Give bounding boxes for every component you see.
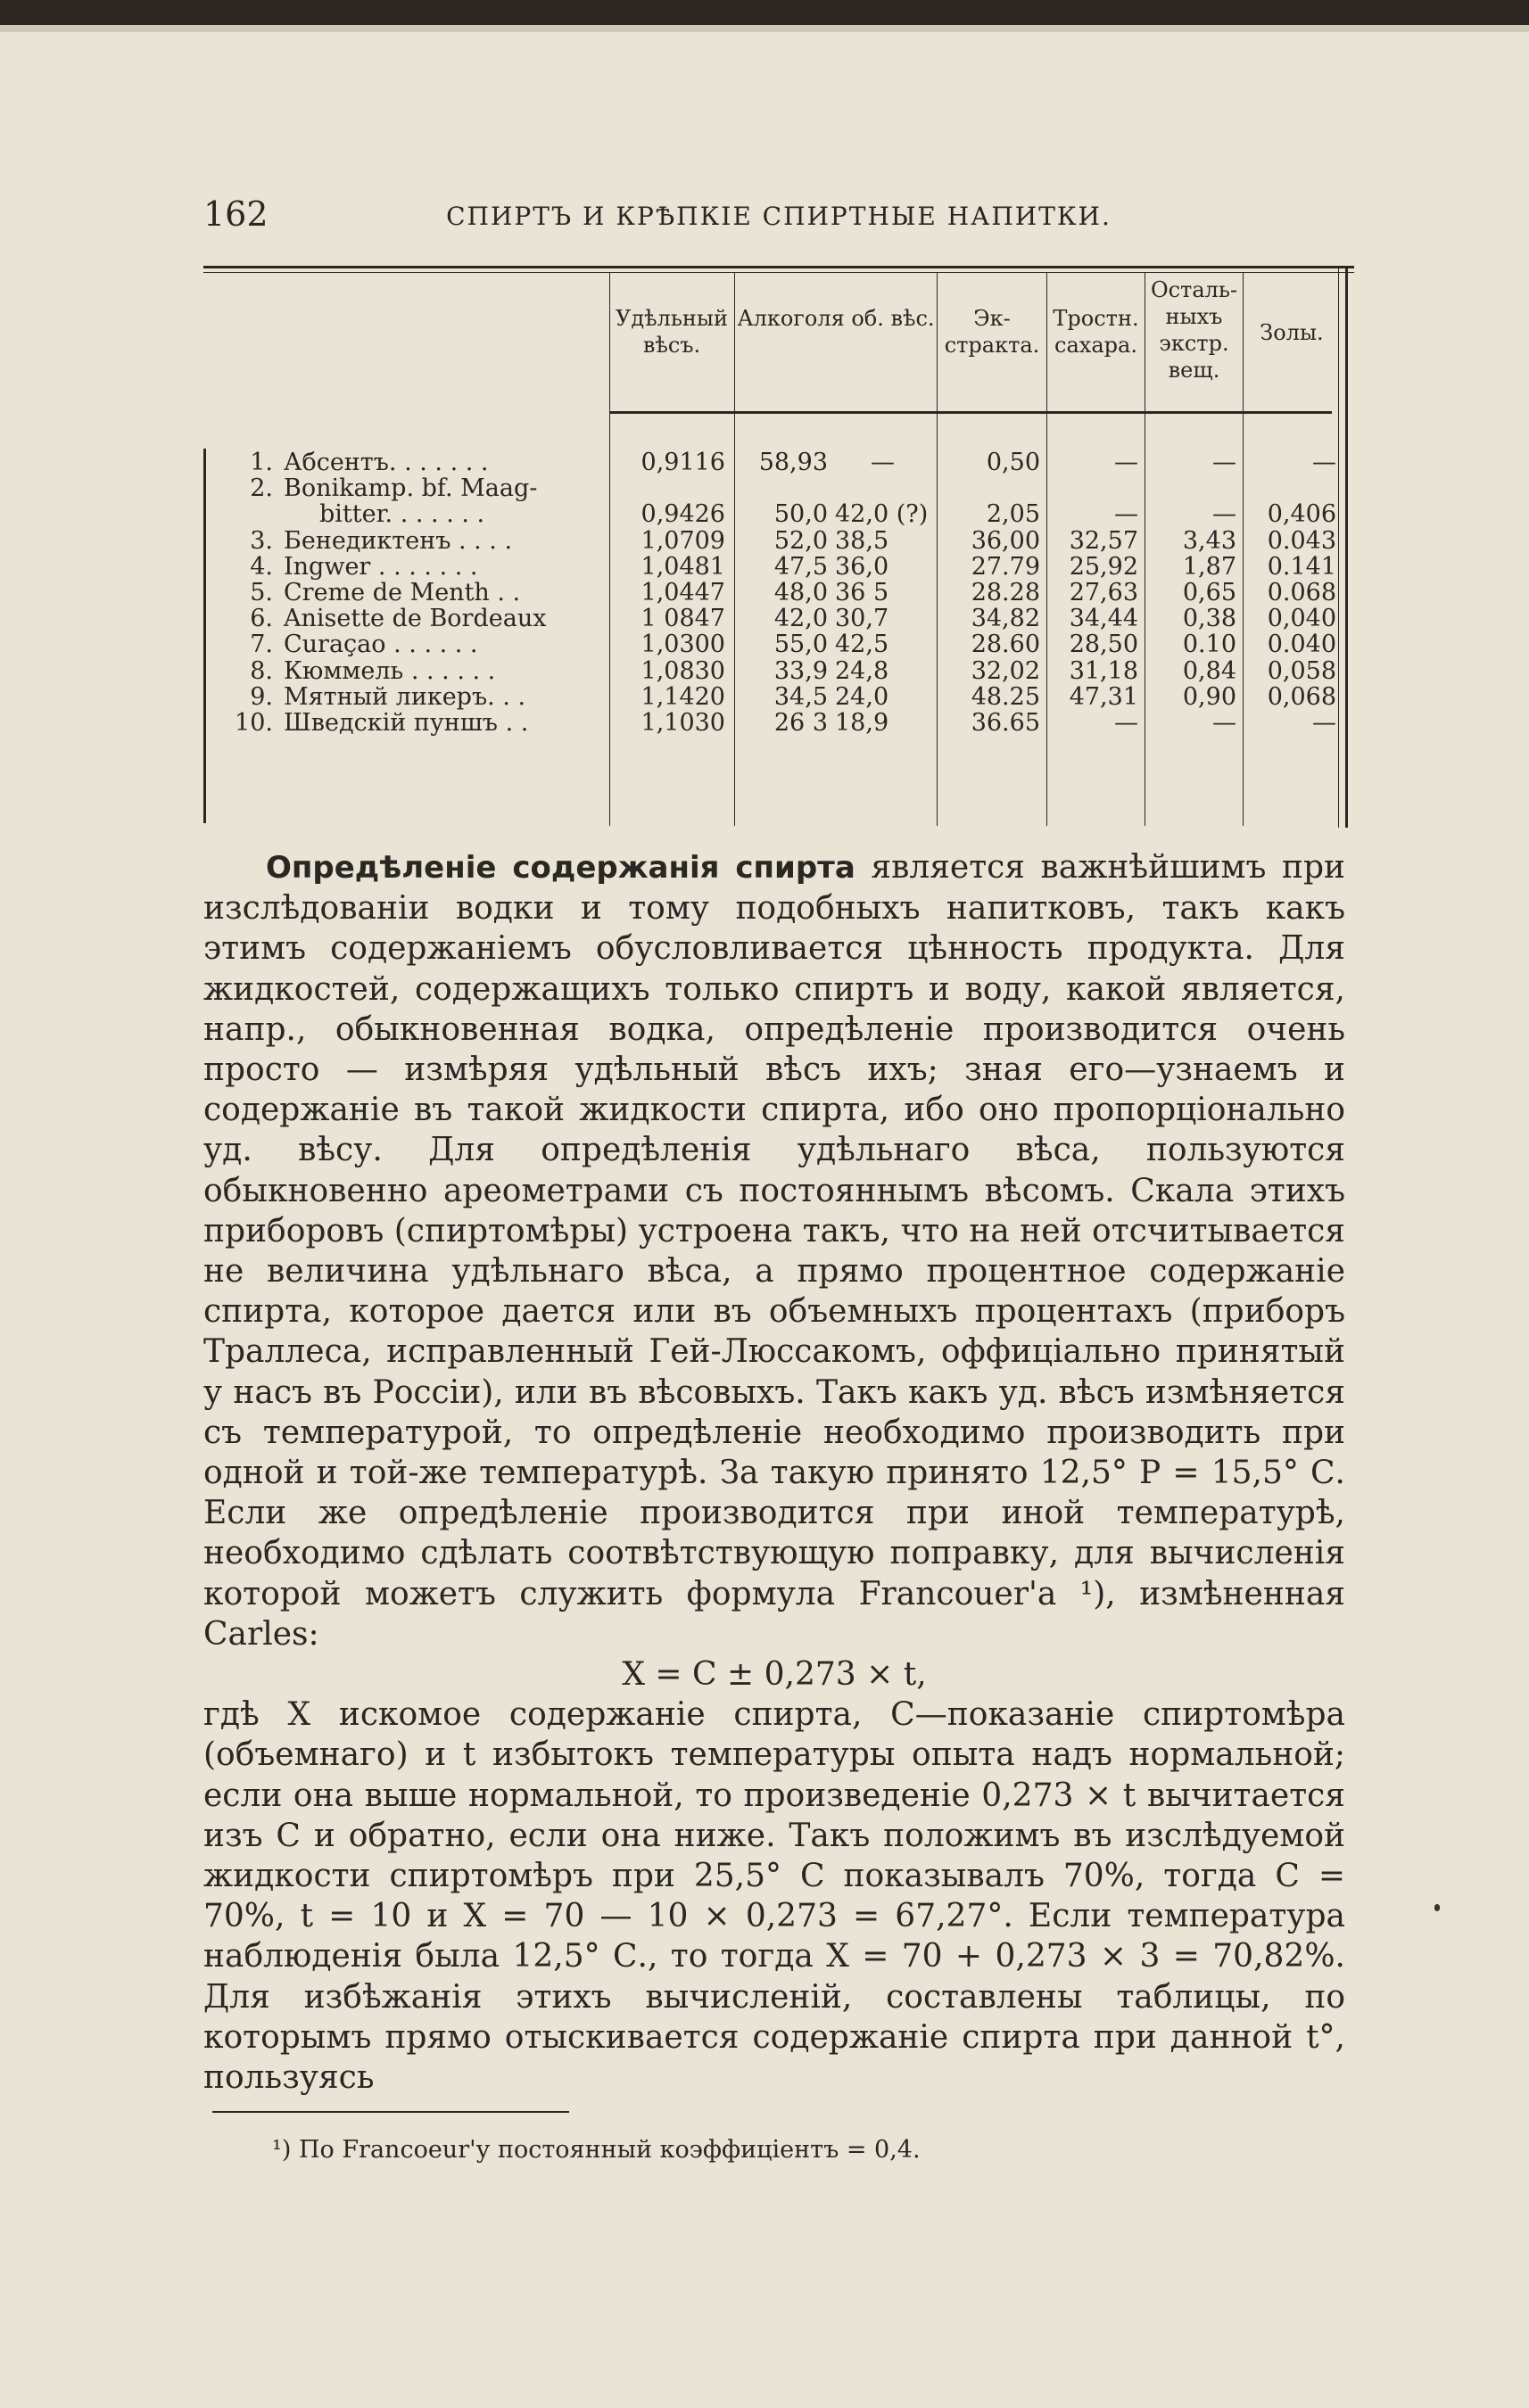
- cell-ash: 0,068: [1267, 682, 1336, 711]
- row-name: Ingwer . . . . . . .: [284, 552, 478, 581]
- cell-ash: 0.040: [1267, 631, 1336, 659]
- cell-alc2: 36,0: [835, 552, 889, 581]
- cell-alc2: —: [871, 449, 895, 476]
- cell-sugar: —: [1114, 500, 1138, 529]
- cell-sg: 0,9116: [641, 449, 725, 476]
- cell-alc2: 30,7: [835, 605, 889, 633]
- row-name: Кюммель . . . . . .: [284, 656, 496, 685]
- table-left-rule: [203, 449, 206, 823]
- cell-alc2: 24,0: [835, 682, 889, 711]
- cell-sg: 1,0830: [641, 656, 725, 685]
- header-bottom-rule: [609, 411, 1332, 414]
- paragraph-text-2: гдѣ X искомое содержаніе спирта, С—показаніе спиртомѣра (объемнаго) и t избытокъ температуры опыта надъ нормальной; если она выше нормальной, то произведеніе 0,273 × t вычитается изъ С и обратно, если она ниже. Такъ положимъ въ изслѣдуемой жидкости спиртомѣръ при 25,5° С показывалъ 70%, тогда С = 70%, t = 10 и X = 70 — 10 × 0,273 = 67,27°. Если температура наблюденія была 12,5° С., то тогда X = 70 + 0,273 × 3 = 70,82%. Для избѣжанія этихъ вычисленій, составлены таблицы, по которымъ прямо отыскивается содержаніе спирта при данной t°, пользуясь: [203, 1696, 1345, 2097]
- cell-sg: 1 0847: [641, 605, 725, 633]
- cell-ash: 0.043: [1267, 526, 1336, 555]
- cell-alc1: 33,9: [773, 656, 828, 685]
- cell-extr: 28.60: [971, 631, 1040, 659]
- cell-other: —: [1212, 449, 1236, 476]
- col-divider-1: [609, 273, 610, 826]
- cell-sg: 1,1420: [641, 682, 725, 711]
- row-name: Bonikamp. bf. Maag-: [284, 474, 538, 503]
- cell-alc2: 38,5: [835, 526, 889, 555]
- paragraph-heading: Опредѣленіе содержанія спирта: [266, 850, 855, 886]
- row-number: 4.: [250, 552, 273, 581]
- cell-alc2: 36 5: [835, 579, 889, 606]
- cell-other: —: [1212, 709, 1236, 737]
- cell-alc1: 47,5: [773, 552, 828, 581]
- row-number: 6.: [250, 605, 273, 633]
- cell-ash: 0.141: [1267, 552, 1336, 581]
- cell-extr: 27.79: [971, 552, 1040, 581]
- cell-alc1: 55,0: [773, 631, 828, 659]
- col-divider-6: [1243, 273, 1244, 826]
- row-name: Шведскій пуншъ . .: [284, 709, 529, 737]
- cell-extr: 0,50: [986, 449, 1040, 476]
- scan-top-border: [0, 0, 1529, 25]
- cell-sugar: 27,63: [1069, 579, 1138, 606]
- cell-alc1: 48,0: [773, 579, 828, 606]
- cell-extr: 28.28: [971, 579, 1040, 606]
- row-number: 7.: [250, 631, 273, 659]
- row-name: Мятный ликеръ. . .: [284, 682, 526, 711]
- page-header: [203, 194, 1354, 248]
- running-title: СПИРТЪ И КРѢПКІЕ СПИРТНЫЕ НАПИТКИ.: [446, 202, 1112, 231]
- formula: X = C ± 0,273 × t,: [622, 1656, 927, 1694]
- cell-sugar: —: [1114, 449, 1138, 476]
- header-extract: Эк- стракта.: [944, 306, 1040, 358]
- cell-extr: 34,82: [971, 605, 1040, 633]
- footnote: ¹) По Francoeur'у постоянный коэффиціентъ = 0,4.: [272, 2136, 921, 2164]
- row-name: Anisette de Bordeaux: [284, 605, 547, 633]
- cell-sugar: 34,44: [1069, 605, 1138, 633]
- col-divider-3: [937, 273, 938, 826]
- table-top-rule-thin: [203, 272, 1354, 273]
- cell-ash: 0,406: [1267, 500, 1336, 529]
- cell-alc2: 42,0 (?): [835, 500, 929, 529]
- cell-other: 1,87: [1182, 552, 1236, 581]
- cell-alc1: 52,0: [773, 526, 828, 555]
- row-number: 5.: [250, 579, 273, 606]
- row-name: Абсентъ. . . . . . .: [284, 449, 489, 476]
- cell-sg: 1,0481: [641, 552, 725, 581]
- cell-extr: 36,00: [971, 526, 1040, 555]
- table-right-rule-thin: [1338, 266, 1339, 828]
- cell-sugar: 31,18: [1069, 656, 1138, 685]
- row-name: Curaçao . . . . . .: [284, 631, 478, 659]
- cell-sugar: 32,57: [1069, 526, 1138, 555]
- cell-other: 3,43: [1182, 526, 1236, 555]
- cell-alc2: 42,5: [835, 631, 889, 659]
- cell-sg: 0,9426: [641, 500, 725, 529]
- cell-sg: 1,0447: [641, 579, 725, 606]
- header-ash: Золы.: [1260, 320, 1324, 345]
- cell-alc1: 50,0: [773, 500, 828, 529]
- cell-extr: 2,05: [986, 500, 1040, 529]
- cell-ash: 0,058: [1267, 656, 1336, 685]
- cell-extr: 32,02: [971, 656, 1040, 685]
- cell-other: 0.10: [1182, 631, 1236, 659]
- page-number: 162: [203, 194, 269, 234]
- cell-alc1: 58,93: [758, 449, 828, 476]
- col-divider-4: [1046, 273, 1047, 826]
- paragraph-alcohol-determination: [203, 847, 1345, 1654]
- row-number: 3.: [250, 526, 273, 555]
- row-name-continued: bitter. . . . . . .: [319, 500, 485, 529]
- cell-sugar: —: [1114, 709, 1138, 737]
- table-right-rule: [1345, 266, 1348, 828]
- cell-sg: 1,0709: [641, 526, 725, 555]
- cell-alc1: 26 3: [773, 709, 828, 737]
- cell-sugar: 28,50: [1069, 631, 1138, 659]
- cell-alc2: 18,9: [835, 709, 889, 737]
- scan-speck: [1434, 1904, 1440, 1911]
- body-text: [203, 847, 1345, 2098]
- paragraph-text-1: является важнѣйшимъ при изслѣдованіи водки и тому подобныхъ напитковъ, такъ какъ этимъ содержаніемъ обусловливается цѣнность продукта. Для жидкостей, содержащихъ только спиртъ и воду, какой является, напр., обыкновенная водка, опредѣленіе производится очень просто — измѣряя удѣльный вѣсъ ихъ; зная его—узнаемъ и содержаніе въ такой жидкости спирта, ибо оно пропорціонально уд. вѣсу. Для опредѣленія удѣльнаго вѣса, пользуются обыкновенно ареометрами съ постояннымъ вѣсомъ. Скала этихъ приборовъ (спиртомѣры) устроена такъ, что на ней отсчитывается не величина удѣльнаго вѣса, а прямо процентное содержаніе спирта, которое дается или въ объемныхъ процентахъ (приборъ Траллеса, исправленный Гей-Люссакомъ, оффиціально принятый у насъ въ Россіи), или въ вѣсовыхъ. Такъ какъ уд. вѣсъ измѣняется съ температурой, то опредѣленіе необходимо производить при одной и той-же температурѣ. За такую принято 12,5° Р = 15,5° С. Если же опредѣленіе производится при иной температурѣ, необходимо сдѣлать соотвѣтствующую поправку, для вычисленія которой можетъ служить формула Francouer'а ¹), измѣненная Carles:: [203, 849, 1345, 1653]
- header-other-extract: Осталь- ныхъ экстр. вещ.: [1150, 277, 1238, 383]
- row-number: 1.: [250, 449, 273, 476]
- cell-alc1: 42,0: [773, 605, 828, 633]
- row-name: Бенедиктенъ . . . .: [284, 526, 513, 555]
- cell-other: —: [1212, 500, 1236, 529]
- row-number: 10.: [235, 709, 273, 737]
- row-name: Creme de Menth . .: [284, 579, 521, 606]
- cell-sugar: 25,92: [1069, 552, 1138, 581]
- cell-other: 0,65: [1182, 579, 1236, 606]
- header-specific-gravity: Удѣльный вѣсъ.: [616, 306, 728, 358]
- footnote-rule: [212, 2111, 569, 2113]
- header-alcohol: Алкоголя об. вѣс.: [737, 306, 935, 331]
- scan-top-edge: [0, 25, 1529, 32]
- cell-sugar: 47,31: [1069, 682, 1138, 711]
- cell-alc1: 34,5: [773, 682, 828, 711]
- cell-extr: 48.25: [971, 682, 1040, 711]
- cell-extr: 36.65: [971, 709, 1040, 737]
- cell-ash: —: [1312, 709, 1336, 737]
- row-number: 9.: [250, 682, 273, 711]
- cell-ash: 0,040: [1267, 605, 1336, 633]
- cell-other: 0,84: [1182, 656, 1236, 685]
- cell-alc2: 24,8: [835, 656, 889, 685]
- col-divider-2: [734, 273, 735, 826]
- row-number: 8.: [250, 656, 273, 685]
- cell-ash: 0.068: [1267, 579, 1336, 606]
- liqueur-composition-table: [203, 266, 1354, 829]
- cell-other: 0,38: [1182, 605, 1236, 633]
- table-top-rule: [203, 266, 1354, 268]
- cell-sg: 1,1030: [641, 709, 725, 737]
- cell-ash: —: [1312, 449, 1336, 476]
- header-cane-sugar: Тростн. сахара.: [1053, 306, 1139, 358]
- cell-sg: 1,0300: [641, 631, 725, 659]
- row-number: 2.: [250, 474, 273, 503]
- cell-other: 0,90: [1182, 682, 1236, 711]
